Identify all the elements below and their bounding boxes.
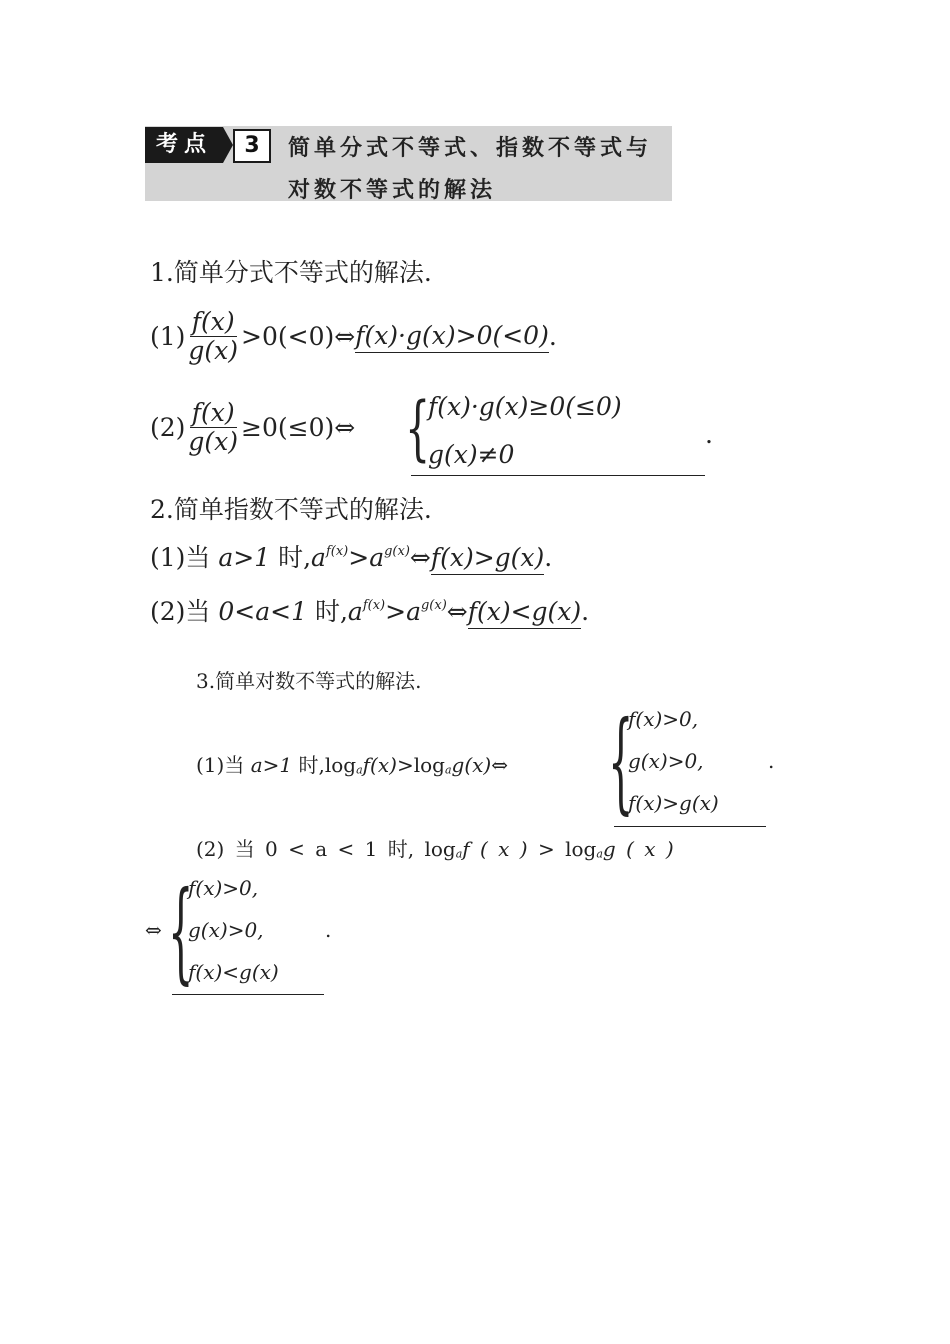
left-brace-icon: {	[608, 698, 634, 826]
fraction-denominator: g(x)	[188, 426, 239, 456]
log-symbol: log	[424, 837, 456, 861]
s1-item2	[150, 399, 355, 456]
log-arg: f ( x )	[462, 837, 528, 861]
exp-power: f(x)	[362, 597, 386, 613]
left-brace-icon: {	[405, 388, 431, 470]
log-symbol: log	[413, 753, 445, 777]
gt-sign: >	[527, 837, 566, 861]
s2-item2	[150, 592, 589, 628]
s2-item1-prefix: (1)当	[150, 543, 211, 572]
s2-item1	[150, 538, 552, 574]
log-base: a	[444, 763, 452, 777]
s3-item1-end: .	[768, 749, 775, 773]
header-title-line1: 简单分式不等式、指数不等式与	[288, 136, 653, 161]
s1-item2-label: (2)	[150, 413, 186, 443]
s3-item1-shi: 时,	[298, 753, 325, 777]
s3-item1	[196, 749, 508, 778]
s3-item2	[196, 833, 674, 862]
s1-item1-relation: >0(<0)⇔	[241, 322, 356, 352]
s1-item2-end: .	[705, 420, 713, 449]
s2-item2-condition: 0<a<1	[218, 597, 307, 626]
s1-item2-case1: f(x)·g(x)≥0(≤0)	[428, 392, 622, 421]
iff-sign: ⇔	[409, 543, 431, 572]
answer-underline	[172, 994, 324, 995]
gt-sign: >	[348, 543, 370, 572]
log-base: a	[356, 763, 363, 777]
log-base: a	[455, 847, 463, 861]
s3-item1-case3: f(x)>g(x)	[628, 791, 719, 815]
s1-item1-end: .	[548, 322, 557, 352]
log-base: a	[596, 847, 603, 861]
exp-power: f(x)	[325, 543, 349, 559]
exp-power: g(x)	[420, 597, 447, 613]
log-arg: g ( x )	[602, 837, 674, 861]
s2-item1-answer: f(x)>g(x)	[431, 543, 544, 575]
s2-item2-shi: 时,	[314, 597, 348, 626]
s3-item1-case2: g(x)>0,	[628, 749, 704, 773]
s3-item1-case1: f(x)>0,	[628, 707, 699, 731]
s2-item2-answer: f(x)<g(x)	[468, 597, 581, 629]
fraction-denominator: g(x)	[188, 335, 239, 365]
topic-tag: 考点	[145, 127, 223, 163]
s1-item1-label: (1)	[150, 322, 186, 352]
s3-item2-case3: f(x)<g(x)	[188, 960, 279, 984]
s1-item1	[150, 308, 557, 365]
s3-item2-iff: ⇔	[145, 918, 162, 942]
s2-item1-end: .	[544, 543, 553, 572]
s3-item1-condition: a>1	[250, 753, 293, 777]
s3-item2-case1: f(x)>0,	[188, 876, 259, 900]
s1-item2-fraction	[186, 399, 240, 456]
fraction-numerator: f(x)	[191, 307, 235, 336]
s1-item1-fraction	[186, 308, 240, 365]
log-symbol: log	[565, 837, 597, 861]
tag-arrow-icon	[223, 127, 233, 163]
exp-power: g(x)	[384, 543, 410, 559]
iff-sign: ⇔	[491, 753, 508, 777]
log-symbol: log	[324, 753, 357, 777]
gt-sign: >	[385, 597, 407, 626]
s1-item2-case2: g(x)≠0	[428, 440, 515, 469]
gt-sign: >	[396, 753, 414, 777]
s3-item2-case2: g(x)>0,	[188, 918, 264, 942]
s3-item2-prefix: (2) 当 0 < a < 1 时,	[196, 837, 415, 861]
header-title-line2: 对数不等式的解法	[288, 178, 497, 203]
s2-item1-condition: a>1	[218, 543, 271, 572]
answer-underline	[614, 826, 766, 827]
log-arg: g(x)	[451, 753, 492, 777]
section3-heading: 3.简单对数不等式的解法.	[196, 669, 422, 693]
s3-item1-prefix: (1)当	[196, 753, 245, 777]
s1-item2-relation: ≥0(≤0)⇔	[241, 413, 356, 443]
exp-base: a	[369, 543, 385, 572]
s2-item2-prefix: (2)当	[150, 597, 211, 626]
section1-heading: 1.简单分式不等式的解法.	[150, 258, 432, 287]
exp-base: a	[406, 597, 421, 626]
exp-base: a	[311, 543, 326, 572]
s3-item2-end: .	[325, 918, 332, 942]
exp-base: a	[347, 597, 363, 626]
log-arg: f(x)	[362, 753, 397, 777]
section2-heading: 2.简单指数不等式的解法.	[150, 495, 432, 524]
s2-item1-shi: 时,	[278, 543, 312, 572]
answer-underline	[411, 475, 705, 476]
s2-item2-end: .	[581, 597, 590, 626]
fraction-numerator: f(x)	[191, 398, 235, 427]
topic-number: 3	[233, 129, 271, 163]
s1-item1-answer: f(x)·g(x)>0(<0)	[355, 321, 549, 353]
left-brace-icon: {	[168, 868, 194, 996]
iff-sign: ⇔	[446, 597, 468, 626]
